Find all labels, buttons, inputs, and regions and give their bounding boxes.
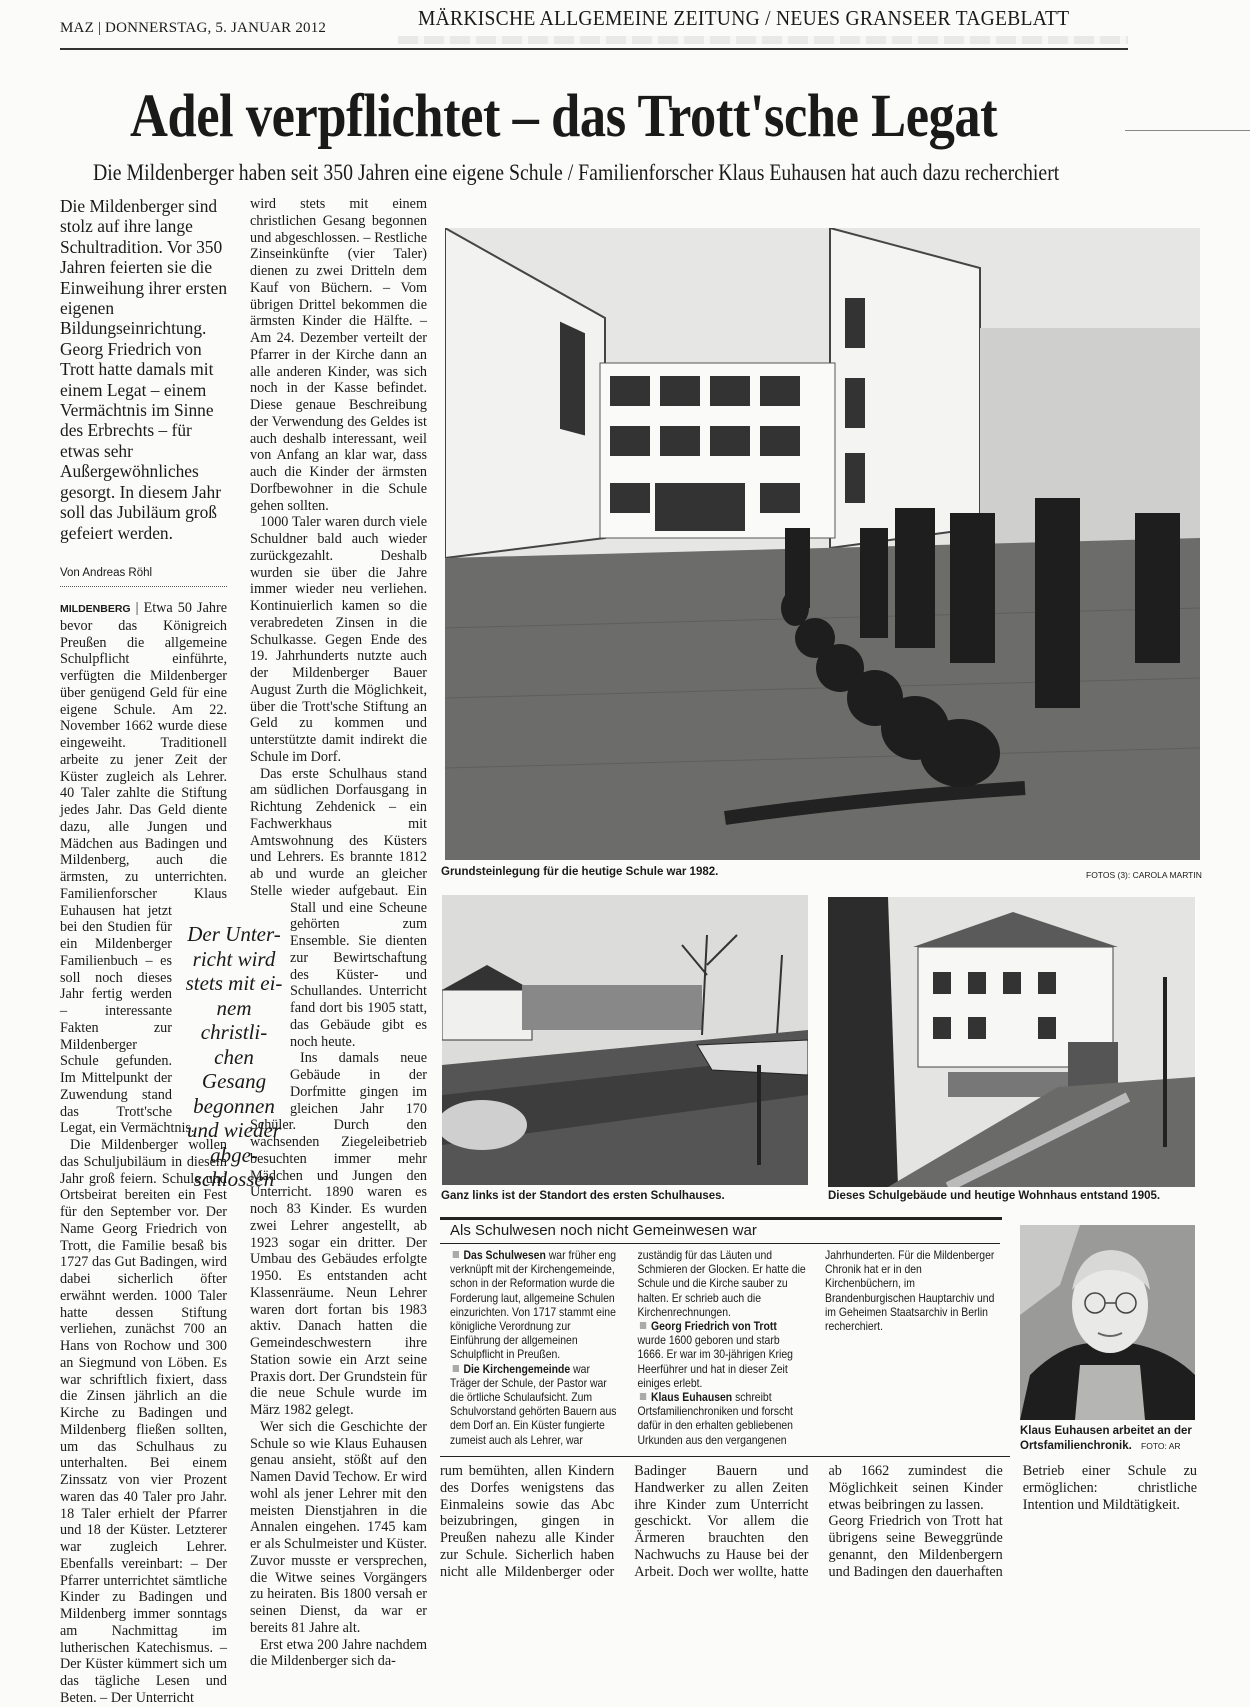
- article-paragraph: Ins damals neue Gebäude in der Dorfmitte gingen im gleichen Jahr 170 Schüler. Durch den wachsenden Ziegeleibetrieb besuchten immer mehr Mädchen und Jungen den Unterricht. 1890 waren es noch 83 Kinder. Es wurden zwei Lehrer angestellt, ab 1923 sogar ein dritter. Der Umbau des Gebäudes erfolgte 1950. Es entstanden acht Klassenräume. Neun Lehrer waren dort fortan bis 1983 aktiv. Danach hatten die Gemeindeschwestern ihre Station sowie ein Arzt seine Praxis dort. Der Grundstein für die neue Schule wurde im März 1982 gelegt.: [250, 1050, 427, 1418]
- main-photo-caption: Grundsteinlegung für die heutige Schule war 1982.: [441, 866, 719, 878]
- bullet-square-icon: [453, 1251, 459, 1258]
- pull-quote-line: chen Gesang: [201, 1044, 267, 1093]
- bullet-square-icon: [640, 1322, 646, 1329]
- newspaper-masthead: MÄRKISCHE ALLGEMEINE ZEITUNG / NEUES GRANSEER TAGEBLATT: [418, 6, 1070, 30]
- article-paragraph: wird stets mit einem christlichen Gesang begonnen und abgeschlossen. – Restliche Zinseinkünfte (vier Taler) dienen zu zwei Dritteln dem Kauf von Büchern. – Vom übrigen Drittel bekommen die ärmsten Kinder die Hälfte. – Am 24. Dezember verteilt der Pfarrer in der Kirche dann an alle anderen Kinder, was sich noch in der Kasse befindet. Diese genaue Beschreibung der Verwendung des Geldes ist auch deshalb interessant, weil von Anfang an klar war, dass auch die Kinder der ärmsten Dorfbewohner in die Schule gehen sollten.: [250, 196, 427, 514]
- portrait-credit: FOTO: AR: [1141, 1441, 1181, 1451]
- pull-quote-line: Der Unter-: [187, 922, 281, 946]
- infobox-item: Georg Friedrich von Trott wurde 1600 geboren und starb 1666. Er war im 30-jährigen Krieg Heerführer und hat in dieser Zeit einiges erlebt.: [637, 1320, 793, 1390]
- article-headline: Adel verpflichtet – das Trott'sche Legat: [130, 83, 998, 150]
- article-intro: Die Mildenberger sind stolz auf ihre lange Schultradition. Vor 350 Jahren feierten sie die Einweihung ihrer ersten eigenen Bildungseinrichtung. Georg Friedrich von Trott hatte damals mit einem Legat – einem Vermächtnis im Sinne des Erbrechts – für etwas sehr Außergewöhnliches gesorgt. In diesem Jahr soll das Jubiläum groß gefeiert werden.: [60, 196, 228, 543]
- pull-quote-line: abge-: [210, 1142, 258, 1167]
- portrait-caption: [1020, 1424, 1205, 1454]
- pull-quote-line: begonnen: [193, 1093, 275, 1118]
- dateline: MILDENBERG: [60, 603, 131, 615]
- infobox-title-rule: [440, 1243, 1000, 1244]
- schoolhouse-1905-photo: [828, 897, 1195, 1187]
- photo-credit: FOTOS (3): CAROLA MARTIN: [1086, 870, 1202, 880]
- section-divider: [440, 1456, 1010, 1457]
- article-paragraph: 1000 Taler waren durch viele Schuldner bald auch wieder zurückgezahlt. Deshalb wurden sie über die Jahre immer wieder neu verliehen. Kontinuierlich kamen so die verabredeten Zinsen in die Schulkasse. Gegen Ende des 19. Jahrhunderts nutzte auch der Mildenberger Bauer August Zurth die Möglichkeit, über die Trott'sche Stiftung an Geld zu kommen und unterstützte damit indirekt die Schule im Dorf.: [250, 514, 427, 765]
- pull-quote-line: nem christli-: [200, 995, 268, 1044]
- byline: Von Andreas Röhl: [60, 567, 153, 579]
- right-photo-caption: Dieses Schulgebäude und heutige Wohnhaus entstand 1905.: [828, 1190, 1161, 1202]
- article-paragraph: Georg Friedrich von Trott hat übrigens seine Beweggründe genannt, den Mildenbergern und Badingen den dauerhaften Betrieb einer Schule zu ermöglichen: christliche Intention und Mildtätigkeit.: [828, 1463, 1197, 1580]
- portrait-caption-text: Klaus Euhausen arbeitet an der Ortsfamilienchronik.: [1020, 1425, 1192, 1452]
- article-paragraph: rum bemühten, allen Kindern des Dorfes wenigstens das Einmaleins sowie das Abc beizubringen, gingen in Preußen nahezu alle Kinder zur Schule. Sicherlich haben nicht alle Mildenberger oder Badinger Bauern und Handwerker zu allen Zeiten ihre Kinder zum Unterricht geschickt. Vor allem die Ärmeren brauchten den Nachwuchs zu Hause bei der Arbeit. Doch wer wollte, hatte ab 1662 zumindest die Möglichkeit seinen Kinder etwas beibringen zu lassen.: [440, 1463, 1003, 1580]
- infobox-item: Das Schulwesen war früher eng verknüpft mit der Kirchengemeinde, schon in der Reformation wurde die Forderung laut, allgemeine Schulen einzurichten. Von 1717 stammt eine königliche Verordnung zur Einführung der allgemeinen Schulpflicht in Preußen.: [450, 1249, 617, 1362]
- bleed-through-text: [398, 36, 1128, 44]
- infobox-item: Die Kirchengemeinde war Träger der Schule, der Pastor war die örtliche Schulaufsicht. Zum Schulvorstand gehörten Bauern aus dem Dorf an. Ein Küster fungierte zumeist auch als Lehrer, war zuständig für das Läuten und Schmieren der Glocken. Er hatte die Schule und die Kirche sauber zu halten. Er schrieb auch die Kirchenrechnungen.: [450, 1249, 806, 1447]
- headline-rule: [1125, 130, 1250, 131]
- article-paragraph: Erst etwa 200 Jahre nachdem die Mildenberger sich da-: [250, 1636, 427, 1670]
- klaus-euhausen-portrait: [1020, 1225, 1195, 1420]
- article-paragraph: MILDENBERG | Etwa 50 Jahre bevor das Königreich Preußen die allgemeine Schulpflicht einführte, verfügten die Mildenberger über genügend Geld für eine eigene Schule. Am 22. November 1662 wurde diese eingeweiht. Traditionell arbeite zu jener Zeit der Küster zugleich als Lehrer. 40 Taler zahlte die Stiftung jedes Jahr. Das Geld diente dazu, alle Jungen und Mädchen aus Badingen und Mildenberg, auch die ärmsten, zu unterrichten. Familienforscher Klaus Euhausen hat jetzt bei den Studien für ein Mildenberger Familienbuch – es soll noch dieses Jahr fertig werden – interessante Fakten zur Mildenberger Schule gefunden. Im Mittelpunkt der Zuwendung stand das Trott'sche Legat, ein Vermächtnis.: [60, 600, 227, 1137]
- article-paragraph: Wer sich die Geschichte der Schule so wie Klaus Euhausen genau ansieht, stößt auf den Namen David Techow. Er wird wohl als jener Lehrer mit den meisten Dienstjahren in die Annalen eingehen. 1745 kam er als Schulmeister und Küster. Zuvor musste er versprechen, die Witwe seines Vorgängers zu heiraten. Bis 1800 versah er seinen Dienst, da war er bereits 81 Jahre alt.: [250, 1418, 427, 1636]
- infobox-item: Klaus Euhausen schreibt Ortsfamilienchroniken und forscht dafür in den erhalten gebliebenen Urkunden aus den vergangenen Jahrhunderten. Für die Mildenberger Chronik hat er in den Kirchenbüchern, im Brandenburgischen Hauptarchiv und im Geheimen Staatsarchiv in Berlin recherchiert.: [637, 1249, 995, 1447]
- infobox-top-rule: [440, 1217, 1002, 1220]
- pull-quote-line: schlossen: [193, 1167, 275, 1191]
- bullet-square-icon: [453, 1365, 459, 1372]
- header-rule: [60, 48, 1128, 50]
- pull-quote: [183, 922, 285, 1192]
- article-paragraph: Das erste Schulhaus stand am südlichen Dorfausgang in Richtung Zehdenick – ein Fachwerkhaus mit Amtswohnung des Küsters und Lehrers. Es brannte 1812 ab und wurde an gleicher Stelle wieder aufgebaut. Ein Stall und eine Scheune gehörten zum Ensemble. Sie dienten zur Bewirtschaftung des Küster- und Schullandes. Unterricht fand dort bis 1905 statt, das Gebäude gibt es noch heute.: [250, 765, 427, 1050]
- pull-quote-line: und wieder: [187, 1118, 281, 1142]
- article-subheadline: Die Mildenberger haben seit 350 Jahren eine eigene Schule / Familienforscher Klaus Euhausen hat auch dazu recherchiert: [93, 160, 1060, 185]
- byline-divider: [60, 586, 227, 587]
- pull-quote-line: richt wird: [192, 946, 276, 971]
- bullet-square-icon: [640, 1393, 646, 1400]
- issue-date-line: MAZ | DONNERSTAG, 5. JANUAR 2012: [60, 20, 327, 36]
- pull-quote-line: stets mit ei-: [185, 971, 283, 995]
- article-column-2: [250, 196, 427, 1670]
- infobox-title: Als Schulwesen noch nicht Gemeinwesen war: [450, 1222, 757, 1239]
- infobox-body: [450, 1249, 995, 1455]
- left-photo-caption: Ganz links ist der Standort des ersten Schulhauses.: [441, 1190, 725, 1202]
- school-building-photo: [445, 228, 1200, 860]
- first-schoolhouse-site-photo: [442, 895, 808, 1185]
- article-continuation: [440, 1463, 1197, 1623]
- article-paragraph: Die Mildenberger wollen das Schuljubiläum in diesem Jahr groß feiern. Schule und Ortsbeirat bereiten ein Fest für den September vor. Der Name Georg Friedrich von Trott, die Familie besaß bis 1727 das Gut Badingen, wird dabei sicherlich öfter erwähnt werden. 1000 Taler hatte dessen Stiftung verliehen, zunächst 700 an Hans von Rochow und 300 an Siegmund von Löben. Es war schriftlich fixiert, dass die Zinsen jährlich an die Kirche zu Badingen und Mildenberg fließen sollten, um das Schulhaus zu unterhalten. Bei einem Zinssatz von vier Prozent waren das 40 Taler pro Jahr. 18 Taler erhielt der Pfarrer und 18 der Küster. Letzterer war zugleich Lehrer. Ebenfalls vereinbart: – Der Pfarrer unterrichtet sämtliche Kinder zu Badingen und Mildenberg immer sonntags am Nachmittag im lutherischen Katechismus. – Der Küster kümmert sich um das tägliche Lesen und Beten. – Der Unterricht: [60, 1137, 227, 1706]
